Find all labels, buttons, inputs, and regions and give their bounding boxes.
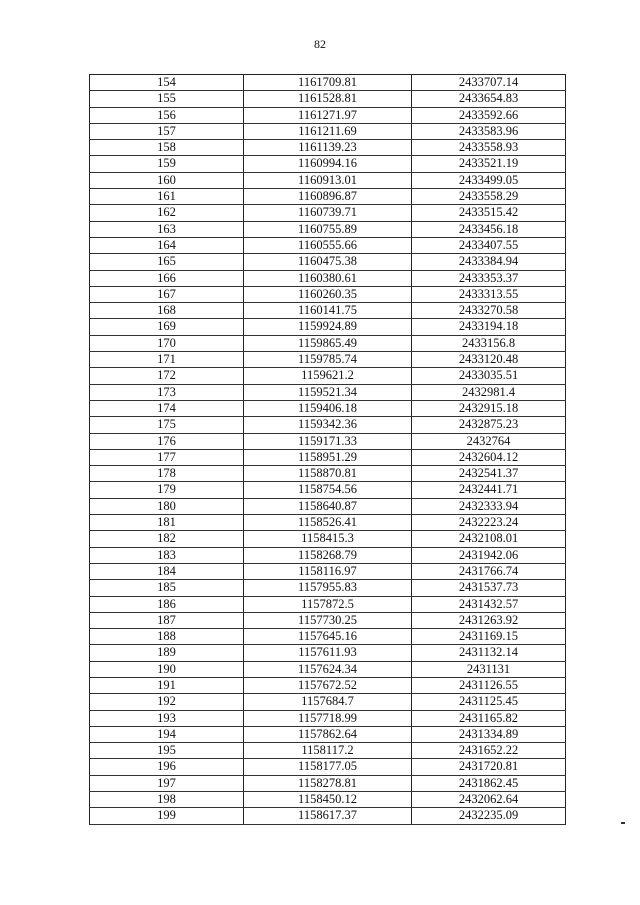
- point-number-cell: 170: [90, 335, 244, 351]
- y-coordinate-cell: 2433353.37: [412, 270, 566, 286]
- y-coordinate-cell: 2433515.42: [412, 205, 566, 221]
- point-number-cell: 192: [90, 694, 244, 710]
- table-row: [90, 466, 566, 482]
- x-coordinate-cell: 1159406.18: [244, 400, 412, 416]
- y-coordinate-cell: 2433194.18: [412, 319, 566, 335]
- table-row: [90, 75, 566, 91]
- y-coordinate-cell: 2433558.29: [412, 189, 566, 205]
- y-coordinate-cell: 2431132.14: [412, 645, 566, 661]
- x-coordinate-cell: 1158870.81: [244, 466, 412, 482]
- y-coordinate-cell: 2433592.66: [412, 107, 566, 123]
- x-coordinate-cell: 1157684.7: [244, 694, 412, 710]
- point-number-cell: 185: [90, 580, 244, 596]
- point-number-cell: 167: [90, 286, 244, 302]
- coordinates-table: [89, 74, 566, 825]
- y-coordinate-cell: 2432604.12: [412, 449, 566, 465]
- point-number-cell: 186: [90, 596, 244, 612]
- point-number-cell: 197: [90, 775, 244, 791]
- point-number-cell: 176: [90, 433, 244, 449]
- point-number-cell: 154: [90, 75, 244, 91]
- y-coordinate-cell: 2431432.57: [412, 596, 566, 612]
- point-number-cell: 177: [90, 449, 244, 465]
- x-coordinate-cell: 1161271.97: [244, 107, 412, 123]
- table-row: [90, 808, 566, 824]
- x-coordinate-cell: 1160475.38: [244, 254, 412, 270]
- table-row: [90, 433, 566, 449]
- table-row: [90, 254, 566, 270]
- point-number-cell: 165: [90, 254, 244, 270]
- x-coordinate-cell: 1160380.61: [244, 270, 412, 286]
- y-coordinate-cell: 2431334.89: [412, 726, 566, 742]
- point-number-cell: 182: [90, 531, 244, 547]
- table-row: [90, 270, 566, 286]
- x-coordinate-cell: 1158278.81: [244, 775, 412, 791]
- point-number-cell: 179: [90, 482, 244, 498]
- y-coordinate-cell: 2431652.22: [412, 743, 566, 759]
- table-row: [90, 221, 566, 237]
- table-row: [90, 531, 566, 547]
- point-number-cell: 180: [90, 498, 244, 514]
- table-row: [90, 384, 566, 400]
- x-coordinate-cell: 1160994.16: [244, 156, 412, 172]
- y-coordinate-cell: 2432108.01: [412, 531, 566, 547]
- x-coordinate-cell: 1160555.66: [244, 237, 412, 253]
- x-coordinate-cell: 1160739.71: [244, 205, 412, 221]
- x-coordinate-cell: 1157718.99: [244, 710, 412, 726]
- y-coordinate-cell: 2431537.73: [412, 580, 566, 596]
- point-number-cell: 193: [90, 710, 244, 726]
- y-coordinate-cell: 2433035.51: [412, 368, 566, 384]
- y-coordinate-cell: 2431263.92: [412, 612, 566, 628]
- point-number-cell: 178: [90, 466, 244, 482]
- table-row: [90, 286, 566, 302]
- y-coordinate-cell: 2431125.45: [412, 694, 566, 710]
- table-row: [90, 515, 566, 531]
- x-coordinate-cell: 1161139.23: [244, 140, 412, 156]
- point-number-cell: 194: [90, 726, 244, 742]
- x-coordinate-cell: 1157730.25: [244, 612, 412, 628]
- y-coordinate-cell: 2433499.05: [412, 172, 566, 188]
- y-coordinate-cell: 2432981.4: [412, 384, 566, 400]
- table-row: [90, 335, 566, 351]
- y-coordinate-cell: 2433270.58: [412, 303, 566, 319]
- table-row: [90, 645, 566, 661]
- y-coordinate-cell: 2431131: [412, 661, 566, 677]
- y-coordinate-cell: 2433456.18: [412, 221, 566, 237]
- x-coordinate-cell: 1158640.87: [244, 498, 412, 514]
- y-coordinate-cell: 2433521.19: [412, 156, 566, 172]
- table-row: [90, 237, 566, 253]
- table-row: [90, 694, 566, 710]
- point-number-cell: 173: [90, 384, 244, 400]
- table-row: [90, 449, 566, 465]
- x-coordinate-cell: 1158177.05: [244, 759, 412, 775]
- x-coordinate-cell: 1161709.81: [244, 75, 412, 91]
- point-number-cell: 188: [90, 629, 244, 645]
- x-coordinate-cell: 1160755.89: [244, 221, 412, 237]
- y-coordinate-cell: 2433384.94: [412, 254, 566, 270]
- point-number-cell: 160: [90, 172, 244, 188]
- table-row: [90, 792, 566, 808]
- point-number-cell: 187: [90, 612, 244, 628]
- table-row: [90, 417, 566, 433]
- table-row: [90, 710, 566, 726]
- y-coordinate-cell: 2431165.82: [412, 710, 566, 726]
- y-coordinate-cell: 2431169.15: [412, 629, 566, 645]
- x-coordinate-cell: 1160260.35: [244, 286, 412, 302]
- y-coordinate-cell: 2433583.96: [412, 123, 566, 139]
- y-coordinate-cell: 2433654.83: [412, 91, 566, 107]
- x-coordinate-cell: 1158415.3: [244, 531, 412, 547]
- table-row: [90, 91, 566, 107]
- stray-mark: [621, 822, 625, 824]
- point-number-cell: 189: [90, 645, 244, 661]
- table-row: [90, 498, 566, 514]
- point-number-cell: 166: [90, 270, 244, 286]
- y-coordinate-cell: 2432235.09: [412, 808, 566, 824]
- table-row: [90, 400, 566, 416]
- x-coordinate-cell: 1157645.16: [244, 629, 412, 645]
- y-coordinate-cell: 2433407.55: [412, 237, 566, 253]
- point-number-cell: 184: [90, 563, 244, 579]
- table-row: [90, 726, 566, 742]
- x-coordinate-cell: 1158268.79: [244, 547, 412, 563]
- x-coordinate-cell: 1157862.64: [244, 726, 412, 742]
- point-number-cell: 162: [90, 205, 244, 221]
- table-row: [90, 107, 566, 123]
- table-row: [90, 629, 566, 645]
- page-number: 82: [314, 37, 326, 51]
- table-row: [90, 775, 566, 791]
- table-row: [90, 205, 566, 221]
- x-coordinate-cell: 1159865.49: [244, 335, 412, 351]
- x-coordinate-cell: 1159342.36: [244, 417, 412, 433]
- x-coordinate-cell: 1159171.33: [244, 433, 412, 449]
- table-row: [90, 156, 566, 172]
- coordinates-table-body: [90, 75, 566, 825]
- point-number-cell: 159: [90, 156, 244, 172]
- point-number-cell: 172: [90, 368, 244, 384]
- table-row: [90, 123, 566, 139]
- x-coordinate-cell: 1158117.2: [244, 743, 412, 759]
- table-row: [90, 563, 566, 579]
- x-coordinate-cell: 1159924.89: [244, 319, 412, 335]
- table-row: [90, 482, 566, 498]
- y-coordinate-cell: 2433120.48: [412, 352, 566, 368]
- x-coordinate-cell: 1158951.29: [244, 449, 412, 465]
- y-coordinate-cell: 2432441.71: [412, 482, 566, 498]
- y-coordinate-cell: 2431942.06: [412, 547, 566, 563]
- point-number-cell: 163: [90, 221, 244, 237]
- table-row: [90, 189, 566, 205]
- table-row: [90, 677, 566, 693]
- point-number-cell: 155: [90, 91, 244, 107]
- x-coordinate-cell: 1160896.87: [244, 189, 412, 205]
- point-number-cell: 199: [90, 808, 244, 824]
- x-coordinate-cell: 1157624.34: [244, 661, 412, 677]
- x-coordinate-cell: 1157955.83: [244, 580, 412, 596]
- x-coordinate-cell: 1158526.41: [244, 515, 412, 531]
- table-row: [90, 303, 566, 319]
- y-coordinate-cell: 2433313.55: [412, 286, 566, 302]
- y-coordinate-cell: 2431766.74: [412, 563, 566, 579]
- point-number-cell: 157: [90, 123, 244, 139]
- y-coordinate-cell: 2432541.37: [412, 466, 566, 482]
- x-coordinate-cell: 1158617.37: [244, 808, 412, 824]
- table-row: [90, 368, 566, 384]
- point-number-cell: 174: [90, 400, 244, 416]
- x-coordinate-cell: 1157611.93: [244, 645, 412, 661]
- table-row: [90, 596, 566, 612]
- point-number-cell: 175: [90, 417, 244, 433]
- point-number-cell: 195: [90, 743, 244, 759]
- point-number-cell: 183: [90, 547, 244, 563]
- x-coordinate-cell: 1157672.52: [244, 677, 412, 693]
- point-number-cell: 168: [90, 303, 244, 319]
- table-row: [90, 759, 566, 775]
- table-row: [90, 352, 566, 368]
- x-coordinate-cell: 1158450.12: [244, 792, 412, 808]
- y-coordinate-cell: 2431862.45: [412, 775, 566, 791]
- y-coordinate-cell: 2432333.94: [412, 498, 566, 514]
- table-row: [90, 580, 566, 596]
- table-row: [90, 172, 566, 188]
- x-coordinate-cell: 1158754.56: [244, 482, 412, 498]
- point-number-cell: 156: [90, 107, 244, 123]
- x-coordinate-cell: 1161528.81: [244, 91, 412, 107]
- x-coordinate-cell: 1157872.5: [244, 596, 412, 612]
- point-number-cell: 164: [90, 237, 244, 253]
- point-number-cell: 161: [90, 189, 244, 205]
- y-coordinate-cell: 2432764: [412, 433, 566, 449]
- table-row: [90, 743, 566, 759]
- x-coordinate-cell: 1159785.74: [244, 352, 412, 368]
- x-coordinate-cell: 1158116.97: [244, 563, 412, 579]
- point-number-cell: 190: [90, 661, 244, 677]
- point-number-cell: 171: [90, 352, 244, 368]
- coordinates-table-wrapper: [89, 74, 565, 825]
- point-number-cell: 181: [90, 515, 244, 531]
- x-coordinate-cell: 1161211.69: [244, 123, 412, 139]
- y-coordinate-cell: 2433156.8: [412, 335, 566, 351]
- y-coordinate-cell: 2433707.14: [412, 75, 566, 91]
- table-row: [90, 319, 566, 335]
- x-coordinate-cell: 1159621.2: [244, 368, 412, 384]
- y-coordinate-cell: 2431126.55: [412, 677, 566, 693]
- y-coordinate-cell: 2432062.64: [412, 792, 566, 808]
- point-number-cell: 198: [90, 792, 244, 808]
- point-number-cell: 158: [90, 140, 244, 156]
- y-coordinate-cell: 2432915.18: [412, 400, 566, 416]
- point-number-cell: 191: [90, 677, 244, 693]
- table-row: [90, 547, 566, 563]
- table-row: [90, 661, 566, 677]
- x-coordinate-cell: 1160141.75: [244, 303, 412, 319]
- table-row: [90, 140, 566, 156]
- x-coordinate-cell: 1160913.01: [244, 172, 412, 188]
- y-coordinate-cell: 2432223.24: [412, 515, 566, 531]
- table-row: [90, 612, 566, 628]
- point-number-cell: 169: [90, 319, 244, 335]
- point-number-cell: 196: [90, 759, 244, 775]
- y-coordinate-cell: 2432875.23: [412, 417, 566, 433]
- y-coordinate-cell: 2433558.93: [412, 140, 566, 156]
- y-coordinate-cell: 2431720.81: [412, 759, 566, 775]
- x-coordinate-cell: 1159521.34: [244, 384, 412, 400]
